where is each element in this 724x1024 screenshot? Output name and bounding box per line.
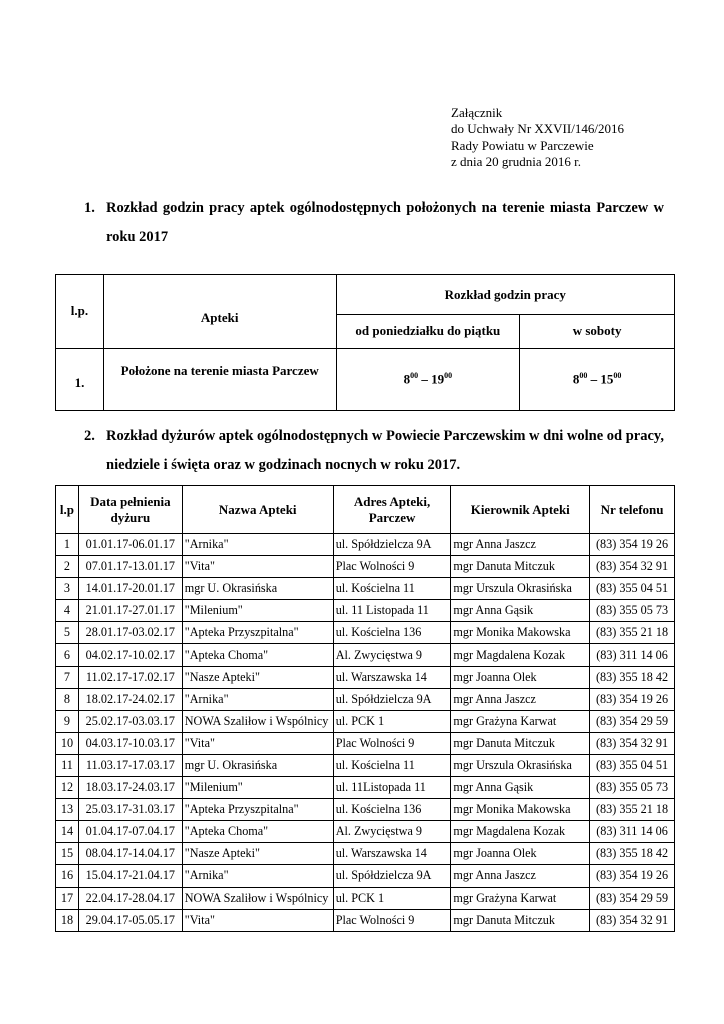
duty-table [55,485,675,932]
duty-cell-lp: 9 [56,710,79,732]
duty-cell-phone: (83) 354 19 26 [590,534,675,556]
duty-cell-date: 04.03.17-10.03.17 [78,732,182,754]
duty-cell-date: 01.01.17-06.01.17 [78,534,182,556]
duty-cell-name: "Nasze Apteki" [182,666,333,688]
duty-header-name: Nazwa Apteki [182,486,333,534]
duty-cell-phone: (83) 354 32 91 [590,732,675,754]
duty-cell-address: Al. Zwycięstwa 9 [333,821,451,843]
table-row [56,644,675,666]
annex-header [451,105,624,170]
duty-cell-name: "Vita" [182,556,333,578]
duty-cell-manager: mgr Grażyna Karwat [451,710,590,732]
duty-cell-name: "Arnika" [182,865,333,887]
duty-cell-address: ul. Spółdzielcza 9A [333,688,451,710]
duty-cell-date: 01.04.17-07.04.17 [78,821,182,843]
section2-number: 2. [84,428,95,444]
hours-row-name: Położone na terenie miasta Parczew [103,348,336,410]
weekday-open-hour: 8 [403,371,411,387]
duty-cell-name: mgr U. Okrasińska [182,754,333,776]
duty-header-manager: Kierownik Apteki [451,486,590,534]
duty-cell-manager: mgr Monika Makowska [451,622,590,644]
duty-cell-name: "Arnika" [182,534,333,556]
hours-row-weekdays [336,348,520,410]
weekday-close-hour: 19 [431,371,445,387]
duty-cell-address: ul. PCK 1 [333,710,451,732]
table-row [56,732,675,754]
table-row [56,754,675,776]
duty-header-lp: l.p [56,486,79,534]
duty-cell-phone: (83) 354 19 26 [590,688,675,710]
table-row [56,865,675,887]
duty-cell-name: "Nasze Apteki" [182,843,333,865]
annex-date: z dnia 20 grudnia 2016 r. [451,153,581,169]
duty-cell-lp: 5 [56,622,79,644]
duty-cell-date: 22.04.17-28.04.17 [78,887,182,909]
duty-cell-lp: 15 [56,843,79,865]
duty-cell-lp: 14 [56,821,79,843]
duty-cell-address: ul. 11 Listopada 11 [333,600,451,622]
duty-cell-phone: (83) 354 29 59 [590,710,675,732]
duty-cell-manager: mgr Joanna Olek [451,843,590,865]
duty-cell-phone: (83) 355 04 51 [590,578,675,600]
table-row [56,600,675,622]
duty-cell-date: 11.03.17-17.03.17 [78,754,182,776]
duty-cell-manager: mgr Anna Gąsik [451,777,590,799]
table-row [56,710,675,732]
table-row [56,799,675,821]
hours-row-saturday [520,348,675,410]
duty-table-body [56,486,675,932]
duty-cell-manager: mgr Danuta Mitczuk [451,556,590,578]
duty-cell-manager: mgr Magdalena Kozak [451,821,590,843]
duty-cell-date: 18.03.17-24.03.17 [78,777,182,799]
hours-header-apteki: Apteki [103,275,336,349]
table-row [56,909,675,931]
duty-cell-date: 14.01.17-20.01.17 [78,578,182,600]
duty-cell-address: Plac Wolności 9 [333,556,451,578]
sat-close-min: 00 [613,371,622,381]
sat-open-min: 00 [579,371,588,381]
duty-cell-address: Al. Zwycięstwa 9 [333,644,451,666]
duty-cell-address: ul. 11Listopada 11 [333,777,451,799]
duty-cell-address: ul. Spółdzielcza 9A [333,534,451,556]
duty-cell-date: 21.01.17-27.01.17 [78,600,182,622]
duty-cell-name: "Apteka Choma" [182,821,333,843]
duty-cell-phone: (83) 355 05 73 [590,777,675,799]
duty-cell-address: ul. PCK 1 [333,887,451,909]
duty-cell-lp: 13 [56,799,79,821]
duty-cell-phone: (83) 354 32 91 [590,909,675,931]
duty-cell-manager: mgr Anna Gąsik [451,600,590,622]
duty-header-address: Adres Apteki, Parczew [333,486,451,534]
duty-cell-name: NOWA Szaliłow i Wspólnicy [182,887,333,909]
table-row [56,622,675,644]
duty-cell-phone: (83) 355 21 18 [590,622,675,644]
hours-header-saturday: w soboty [520,315,675,348]
duty-cell-name: "Vita" [182,909,333,931]
section1-number: 1. [84,200,95,216]
hours-table [55,274,675,411]
duty-cell-manager: mgr Magdalena Kozak [451,644,590,666]
duty-cell-name: "Milenium" [182,777,333,799]
duty-cell-manager: mgr Urszula Okrasińska [451,578,590,600]
duty-cell-lp: 11 [56,754,79,776]
hours-header-weekdays: od poniedziałku do piątku [336,315,520,348]
duty-cell-lp: 1 [56,534,79,556]
duty-cell-phone: (83) 355 05 73 [590,600,675,622]
duty-cell-manager: mgr Monika Makowska [451,799,590,821]
duty-cell-manager: mgr Anna Jaszcz [451,865,590,887]
duty-cell-lp: 3 [56,578,79,600]
duty-cell-date: 15.04.17-21.04.17 [78,865,182,887]
duty-cell-phone: (83) 355 18 42 [590,666,675,688]
duty-cell-date: 29.04.17-05.05.17 [78,909,182,931]
duty-cell-manager: mgr Danuta Mitczuk [451,732,590,754]
duty-cell-date: 04.02.17-10.02.17 [78,644,182,666]
duty-cell-manager: mgr Urszula Okrasińska [451,754,590,776]
section1-title: Rozkład godzin pracy aptek ogólnodostępnych położonych na terenie miasta Parczew w roku 2017 [106,200,664,245]
sat-dash: – [590,371,598,387]
table-row [56,843,675,865]
duty-header-date: Data pełnienia dyżuru [78,486,182,534]
duty-cell-lp: 8 [56,688,79,710]
weekday-dash: – [421,371,428,387]
duty-cell-name: "Milenium" [182,600,333,622]
duty-cell-phone: (83) 354 32 91 [590,556,675,578]
duty-cell-name: NOWA Szaliłow i Wspólnicy [182,710,333,732]
duty-cell-lp: 10 [56,732,79,754]
sat-open-hour: 8 [572,371,580,387]
duty-cell-name: "Vita" [182,732,333,754]
duty-header-phone: Nr telefonu [590,486,675,534]
table-row [56,534,675,556]
duty-cell-manager: mgr Danuta Mitczuk [451,909,590,931]
section2-heading [84,422,664,482]
duty-cell-lp: 4 [56,600,79,622]
duty-cell-address: ul. Kościelna 11 [333,754,451,776]
duty-cell-name: "Apteka Przyszpitalna" [182,622,333,644]
duty-cell-lp: 2 [56,556,79,578]
hours-row-lp: 1. [56,348,104,410]
duty-cell-address: ul. Kościelna 136 [333,622,451,644]
table-row [56,777,675,799]
duty-cell-name: "Apteka Przyszpitalna" [182,799,333,821]
duty-cell-phone: (83) 355 04 51 [590,754,675,776]
duty-cell-phone: (83) 355 18 42 [590,843,675,865]
sat-close-hour: 15 [600,371,614,387]
weekday-close-min: 00 [444,371,453,381]
duty-cell-address: ul. Kościelna 136 [333,799,451,821]
annex-title: Załącznik [451,105,503,120]
annex-resolution: do Uchwały Nr XXVII/146/2016 [451,121,624,137]
duty-cell-address: ul. Warszawska 14 [333,843,451,865]
duty-cell-lp: 6 [56,644,79,666]
duty-cell-name: "Apteka Choma" [182,644,333,666]
duty-cell-address: Plac Wolności 9 [333,909,451,931]
duty-cell-name: "Arnika" [182,688,333,710]
duty-cell-lp: 17 [56,887,79,909]
duty-cell-phone: (83) 354 29 59 [590,887,675,909]
duty-cell-address: ul. Spółdzielcza 9A [333,865,451,887]
duty-cell-date: 28.01.17-03.02.17 [78,622,182,644]
table-row [56,688,675,710]
duty-cell-date: 11.02.17-17.02.17 [78,666,182,688]
table-row [56,556,675,578]
duty-cell-manager: mgr Anna Jaszcz [451,688,590,710]
duty-cell-manager: mgr Anna Jaszcz [451,534,590,556]
hours-header-lp: l.p. [56,275,104,349]
duty-cell-lp: 16 [56,865,79,887]
duty-cell-lp: 18 [56,909,79,931]
duty-cell-phone: (83) 355 21 18 [590,799,675,821]
duty-cell-date: 25.02.17-03.03.17 [78,710,182,732]
duty-cell-date: 08.04.17-14.04.17 [78,843,182,865]
duty-cell-address: ul. Kościelna 11 [333,578,451,600]
annex-council: Rady Powiatu w Parczewie [451,137,594,153]
duty-cell-manager: mgr Grażyna Karwat [451,887,590,909]
weekday-open-min: 00 [410,371,419,381]
duty-cell-address: Plac Wolności 9 [333,732,451,754]
duty-cell-phone: (83) 354 19 26 [590,865,675,887]
table-row [56,821,675,843]
duty-cell-lp: 7 [56,666,79,688]
table-row [56,887,675,909]
duty-cell-name: mgr U. Okrasińska [182,578,333,600]
section2-title: Rozkład dyżurów aptek ogólnodostępnych w Powiecie Parczewskim w dni wolne od pracy, niedziele i święta oraz w godzinach nocnych w roku 2017. [106,428,664,473]
duty-cell-date: 25.03.17-31.03.17 [78,799,182,821]
section1-heading [84,194,664,254]
duty-cell-manager: mgr Joanna Olek [451,666,590,688]
table-row [56,666,675,688]
duty-cell-date: 07.01.17-13.01.17 [78,556,182,578]
table-row [56,578,675,600]
duty-cell-lp: 12 [56,777,79,799]
duty-cell-phone: (83) 311 14 06 [590,821,675,843]
duty-cell-phone: (83) 311 14 06 [590,644,675,666]
hours-header-schedule: Rozkład godzin pracy [336,275,675,315]
duty-cell-date: 18.02.17-24.02.17 [78,688,182,710]
duty-cell-address: ul. Warszawska 14 [333,666,451,688]
duty-header-row [56,486,675,534]
